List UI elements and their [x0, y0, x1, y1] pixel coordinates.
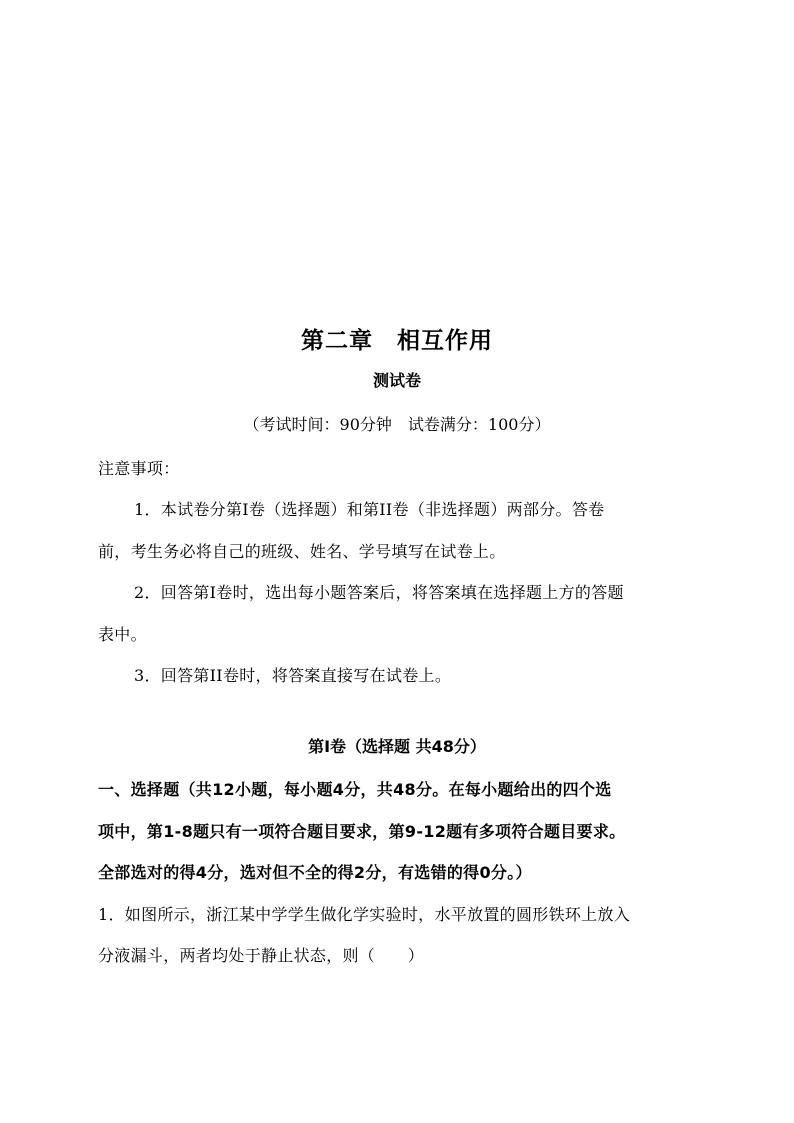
exam-info: （考试时间：90分钟 试卷满分：100分）: [243, 415, 551, 434]
section-instruction-line-1: 一、选择题（共12小题，每小题4分，共48分。在每小题给出的四个选: [98, 780, 612, 799]
section-instruction-line-2: 项中，第1-8题只有一项符合题目要求，第9-12题有多项符合题目要求。: [98, 822, 626, 841]
question-1-line-1: 1．如图所示，浙江某中学学生做化学实验时，水平放置的圆形铁环上放入: [98, 905, 631, 924]
page-title: 第二章 相互作用: [301, 328, 493, 354]
note-item-2-line-1: 2．回答第Ⅰ卷时，选出每小题答案后，将答案填在选择题上方的答题: [134, 583, 624, 602]
section-title: 第Ⅰ卷（选择题 共48分）: [308, 737, 486, 756]
note-item-1-line-2: 前，考生务必将自己的班级、姓名、学号填写在试卷上。: [98, 542, 506, 561]
question-1-line-2: 分液漏斗，两者均处于静止状态，则（ ）: [98, 946, 425, 965]
note-item-3: 3．回答第ⅠⅠ卷时，将答案直接写在试卷上。: [134, 666, 452, 685]
notes-heading: 注意事项：: [98, 459, 180, 478]
note-item-1-line-1: 1．本试卷分第Ⅰ卷（选择题）和第ⅠⅠ卷（非选择题）两部分。答卷: [134, 500, 605, 519]
page-subtitle: 测试卷: [372, 371, 421, 390]
section-instruction-line-3: 全部选对的得4分，选对但不全的得2分，有选错的得0分。）: [98, 863, 532, 882]
note-item-2-line-2: 表中。: [98, 625, 147, 644]
